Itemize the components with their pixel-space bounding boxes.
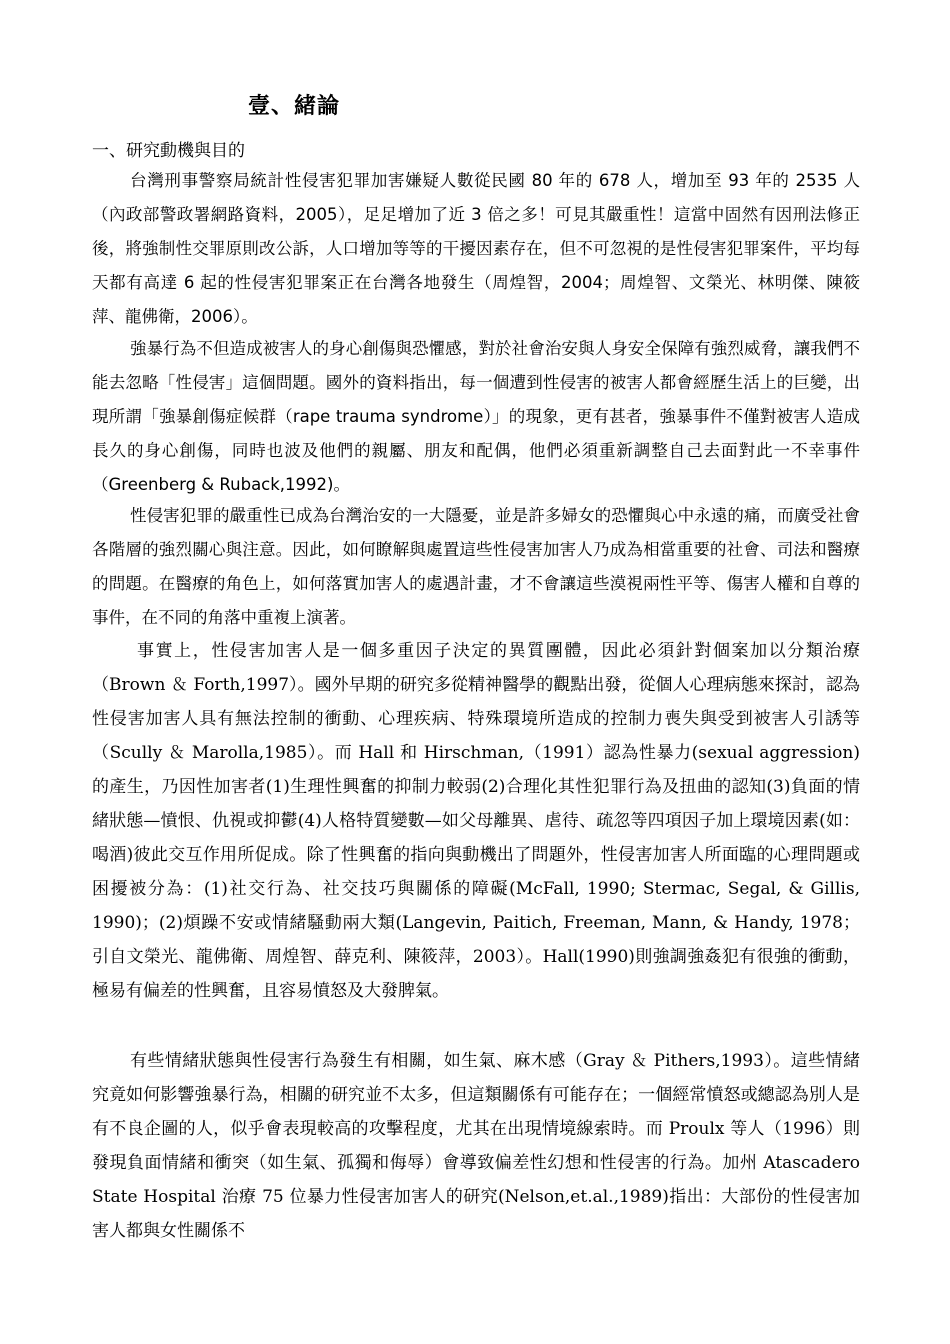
paragraph-5: 有些情緒狀態與性侵害行為發生有相關，如生氣、麻木感（Gray ＆ Pithers,1993）。這些情緒究竟如何影響強暴行為，相關的研究並不太多，但這類關係有可能存在；一個經常憤怒或總認為別人是有不良企圖的人，似乎會表現較高的攻擊程度，尤其在出現情境線索時。而 Proulx 等人（1996）則發現負面情緒和衝突（如生氣、孤獨和侮辱）會導致偏差性幻想和性侵害的行為。加州 Atascadero State Hospital 治療 75 位暴力性侵害加害人的研究(Nelson,et.al.,1989)指出：大部份的性侵害加害人都與女性關係不 bbox=[92, 1051, 860, 1241]
paragraph-2: 強暴行為不但造成被害人的身心創傷與恐懼感，對於社會治安與人身安全保障有強烈威脅，讓我們不能去忽略「性侵害」這個問題。國外的資料指出，每一個遭到性侵害的被害人都會經歷生活上的巨變，出現所謂「強暴創傷症候群（rape trauma syndrome）」的現象，更有甚者，強暴事件不僅對被害人造成長久的身心創傷，同時也波及他們的親屬、朋友和配偶，他們必須重新調整自己去面對此一不幸事件（Greenberg & Ruback,1992)。 bbox=[92, 339, 860, 494]
paragraph-3: 性侵害犯罪的嚴重性已成為台灣治安的一大隱憂，並是許多婦女的恐懼與心中永遠的痛，而廣受社會各階層的強烈關心與注意。因此，如何瞭解與處置這些性侵害加害人乃成為相當重要的社會、司法和醫療的問題。在醫療的角色上，如何落實加害人的處遇計畫，才不會讓這些漠視兩性平等、傷害人權和自尊的事件，在不同的角落中重複上演著。 bbox=[92, 506, 860, 627]
chapter-title: 壹、緒論 bbox=[248, 93, 341, 119]
paragraph-1: 台灣刑事警察局統計性侵害犯罪加害嫌疑人數從民國 80 年的 678 人，增加至 93 年的 2535 人（內政部警政署網路資料，2005），足足增加了近 3 倍之多！可見其嚴重性！這當中固然有因刑法修正後，將強制性交罪原則改公訴，人口增加等等的干擾因素存在，但不可忽視的是性侵害犯罪案件，平均每天都有高達 6 起的性侵害犯罪案正在台灣各地發生（周煌智，2004；周煌智、文榮光、林明傑、陳筱萍、龍佛衛，2006）。 bbox=[92, 171, 860, 326]
paragraph-4: 事實上，性侵害加害人是一個多重因子決定的異質團體，因此必須針對個案加以分類治療（Brown ＆ Forth,1997）。國外早期的研究多從精神醫學的觀點出發，從個人心理病態來探討，認為性侵害加害人具有無法控制的衝動、心理疾病、特殊環境所造成的控制力喪失與受到被害人引誘等（Scully ＆ Marolla,1985）。而 Hall 和 Hirschman,（1991）認為性暴力(sexual aggression)的產生，乃因性加害者(1)生理性興奮的抑制力較弱(2)合理化其性犯罪行為及扭曲的認知(3)負面的情緒狀態—憤恨、仇視或抑鬱(4)人格特質變數—如父母離異、虐待、疏忽等四項因子加上環境因素(如：喝酒)彼此交互作用所促成。除了性興奮的指向與動機出了問題外，性侵害加害人所面臨的心理問題或困擾被分為：(1)社交行為、社交技巧與關係的障礙(McFall, 1990; Stermac, Segal, & Gillis, 1990)；(2)煩躁不安或情緒騷動兩大類(Langevin, Paitich, Freeman, Mann, & Handy, 1978；引自文榮光、龍佛衛、周煌智、薛克利、陳筱萍，2003）。Hall(1990)則強調強姦犯有很強的衝動，極易有偏差的性興奮，且容易憤怒及大發脾氣。 bbox=[92, 641, 860, 1001]
section-heading: 一、研究動機與目的 bbox=[92, 141, 245, 161]
